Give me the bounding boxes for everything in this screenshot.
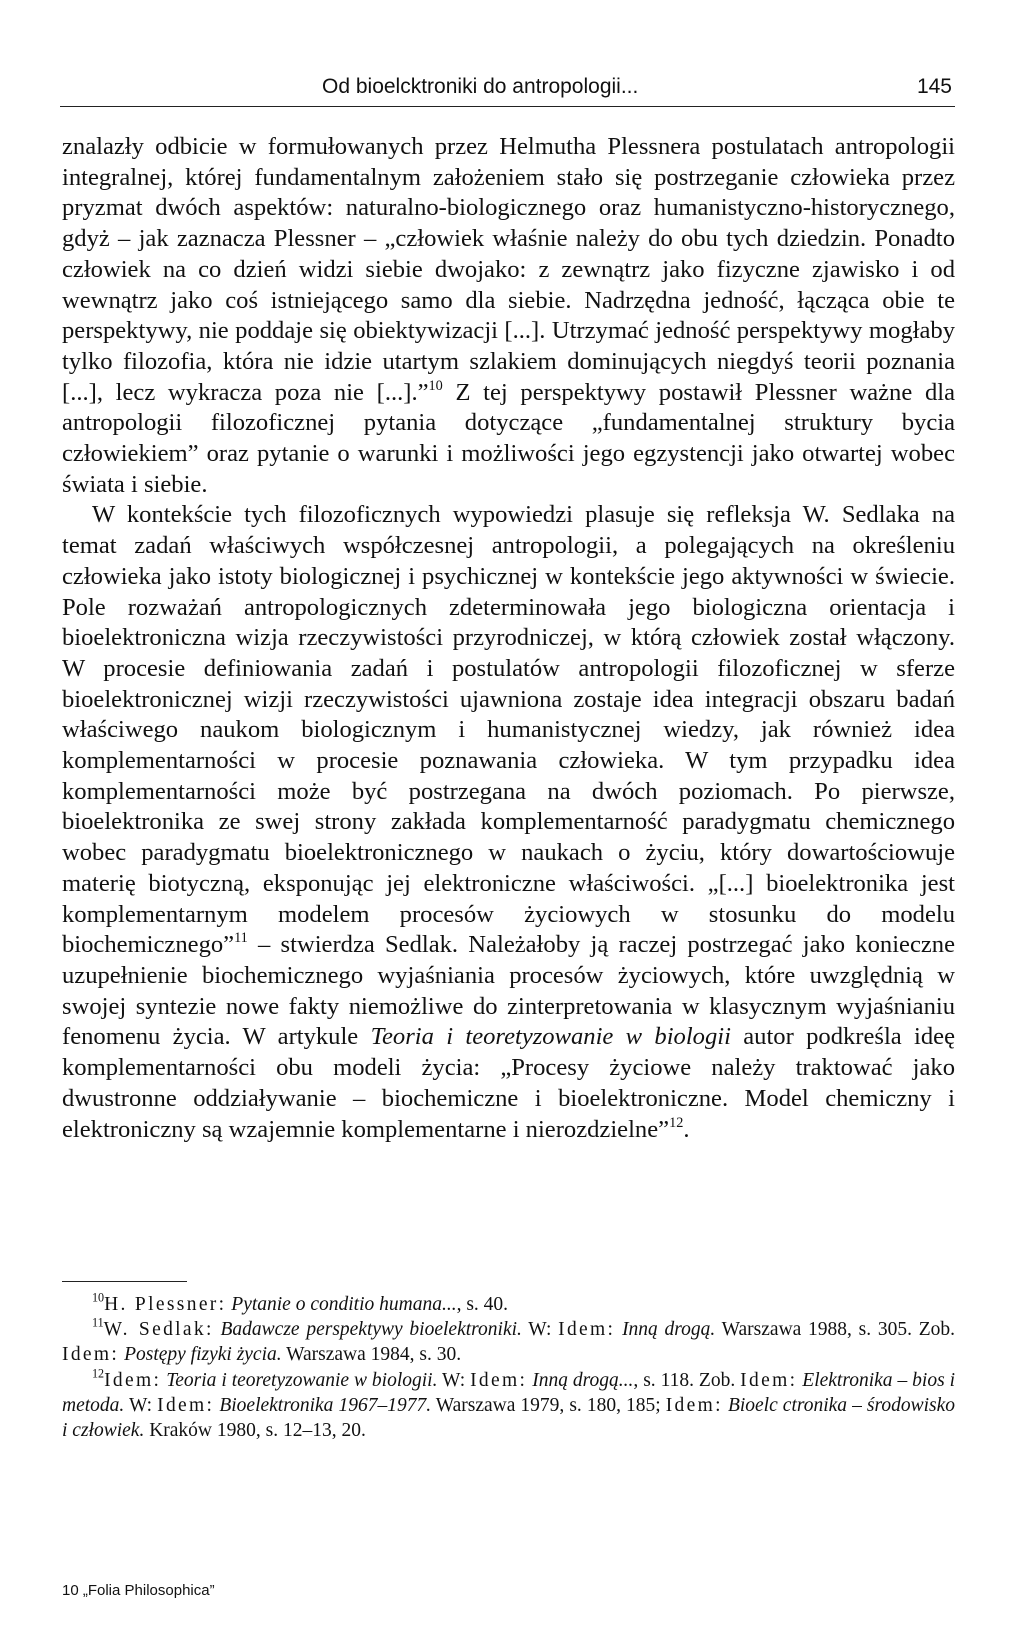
footnote-title: Inną drogą... [532, 1369, 634, 1391]
paragraph-1 [62, 132, 955, 500]
paragraph-2-text-d: . [683, 1115, 690, 1143]
footnote-idem: Idem: [665, 1394, 723, 1416]
footnote-ref-11: 11 [234, 930, 248, 947]
article-title: Teoria i teoretyzowanie w biologii [370, 1023, 731, 1051]
footnote-11 [62, 1317, 955, 1367]
footnote-text: Warszawa 1979, s. 180, 185; [431, 1394, 666, 1416]
footnote-10 [62, 1292, 955, 1317]
footnote-text: , s. 118. Zob. [633, 1369, 741, 1391]
footnote-title: Inną drogą. [622, 1319, 716, 1341]
paragraph-2-text-b: – stwierdza Sedlak. Należałoby ją raczej postrzegać jako konieczne uzupełnienie biochemicznego wyjaśniania procesów życiowych, które uwzględnią w swojej syntezie nowe fakty niemożliwe do zinterpretowania w klasycznym wyjaśnianiu fenomenu życia. W artykule [62, 931, 955, 1051]
footnote-title: Elektronika – bios i metoda. [62, 1369, 956, 1416]
footnote-title: Bioelc ctronika – środowisko i człowiek. [62, 1394, 956, 1442]
footnote-idem: Idem: [740, 1369, 798, 1391]
paragraph-2 [62, 500, 955, 1145]
footnote-text: Warszawa 1984, s. 30. [281, 1344, 462, 1366]
footnote-number: 12 [92, 1366, 105, 1381]
footnote-ref-10: 10 [428, 377, 443, 394]
footnote-idem: Idem: [470, 1369, 528, 1391]
footnote-text: W: [521, 1319, 559, 1341]
footnote-idem: Idem: [157, 1394, 215, 1416]
footnote-text: , s. 40. [456, 1294, 509, 1315]
footnote-text: W: [124, 1394, 158, 1416]
footnote-number: 11 [92, 1315, 104, 1330]
footnote-ref-12: 12 [669, 1114, 684, 1131]
footnote-idem: Idem: [104, 1369, 162, 1391]
footnote-title: Bioelektronika 1967–1977. [219, 1394, 432, 1416]
running-title: Od bioelcktroniki do antropologii... [322, 75, 639, 98]
body-text [62, 132, 955, 1145]
footnote-text: W: [437, 1369, 471, 1391]
footnote-title: Teoria i teoretyzowanie w biologii. [166, 1369, 438, 1391]
footnote-12 [62, 1368, 955, 1444]
sheet-signature: 10 „Folia Philosophica” [62, 1582, 215, 1599]
running-header [60, 72, 955, 107]
footnote-number: 10 [92, 1290, 105, 1305]
footnote-idem: Idem: [558, 1319, 616, 1341]
footnote-author: W. Sedlak: [103, 1319, 214, 1341]
page-number: 145 [916, 75, 952, 98]
paragraph-1-text-b: Z tej perspektywy postawił Plessner ważne dla antropologii filozoficznej pytania dotyczące „fundamentalnej struktury bycia człowiekiem” oraz pytanie o warunki i możliwości jego egzystencji jako otwartej wobec świata i siebie. [62, 378, 955, 498]
footnote-title: Pytanie o conditio humana... [231, 1294, 457, 1315]
footnote-author: H. Plessner: [104, 1294, 227, 1315]
paragraph-2-text-c: autor podkreśla ideę komplementarności obu modeli życia: „Procesy życiowe należy traktować jako dwustronne oddziaływanie – biochemiczne i bioelektroniczne. Model chemiczny i elektroniczny są wzajemnie komplementarne i nierozdzielne” [62, 1023, 955, 1143]
footnote-title: Badawcze perspektywy bioelektroniki. [220, 1319, 522, 1341]
footnotes [62, 1292, 955, 1443]
footnote-separator [62, 1281, 187, 1282]
footnote-title: Postępy fizyki życia. [124, 1344, 282, 1366]
footnote-text: Kraków 1980, s. 12–13, 20. [144, 1420, 366, 1442]
paragraph-2-text-a: W kontekście tych filozoficznych wypowiedzi plasuje się refleksja W. Sedlaka na temat zadań właściwych współczesnej antropologii, a polegających na określeniu człowieka jako istoty biologicznej i psychicznej w kontekście jego aktywności w świecie. Pole rozważań antropologicznych zdeterminowała jego biologiczna orientacja i bioelektroniczna wizja rzeczywistości przyrodniczej, w którą człowiek został włączony. W procesie definiowania zadań i postulatów antropologii filozoficznej w sferze bioelektronicznej wizji rzeczywistości ujawniona zostaje idea integracji obszaru badań właściwego naukom biologicznym i humanistycznej wiedzy, jak również idea komplementarności w procesie poznawania człowieka. W tym przypadku idea komplementarności może być postrzegana na dwóch poziomach. Po pierwsze, bioelektronika ze swej strony zakłada komplementarność paradygmatu chemicznego wobec paradygmatu bioelektronicznego w naukach o życiu, który dowartościowuje materię biotyczną, eksponując jej elektroniczne właściwości. „[...] bioelektronika jest komplementarnym modelem procesów życiowych w stosunku do modelu biochemicznego” [62, 501, 955, 959]
paragraph-1-text-a: znalazły odbicie w formułowanych przez Helmutha Plessnera postulatach antropologii integralnej, której fundamentalnym założeniem stało się postrzeganie człowieka przez pryzmat dwóch aspektów: naturalno-biologicznego oraz humanistyczno-historycznego, gdyż – jak zaznacza Plessner – „człowiek właśnie należy do obu tych dziedzin. Ponadto człowiek na co dzień widzi siebie dwojako: z zewnątrz jako fizyczne zjawisko i od wewnątrz jako coś istniejącego samo dla siebie. Nadrzędna jedność, łącząca obie te perspektywy, nie poddaje się obiektywizacji [...]. Utrzymać jedność perspektywy mogłaby tylko filozofia, która nie idzie utartym szlakiem dominujących niegdyś teorii poznania [...], lecz wykracza poza nie [...].” [62, 133, 955, 406]
footnote-idem: Idem: [62, 1344, 120, 1366]
footnote-text: Warszawa 1988, s. 305. Zob. [715, 1319, 956, 1341]
